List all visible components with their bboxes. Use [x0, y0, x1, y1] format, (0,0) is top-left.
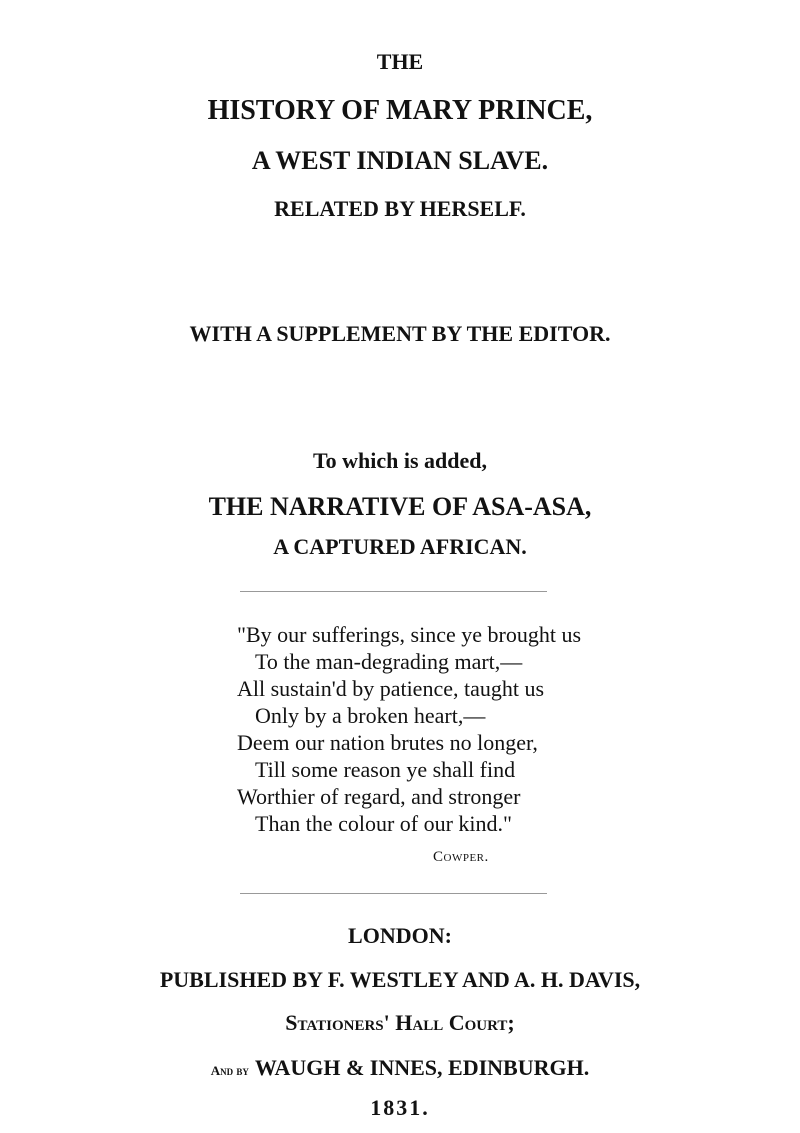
- addition-intro: To which is added,: [312, 448, 488, 473]
- imprint-publisher: PUBLISHED BY F. WESTLEY AND A. H. DAVIS,: [159, 967, 641, 992]
- addition-subtitle: A CAPTURED AFRICAN.: [273, 534, 527, 559]
- imprint-address: Stationers' Hall Court;: [285, 1010, 515, 1035]
- imprint-year: 1831.: [370, 1095, 430, 1120]
- imprint-city: LONDON:: [348, 923, 452, 948]
- epigraph-attribution: Cowper.: [433, 849, 489, 865]
- main-title: HISTORY OF MARY PRINCE,: [207, 95, 593, 126]
- epigraph-line: All sustain'd by patience, taught us: [237, 676, 545, 701]
- related-by-line: RELATED BY HERSELF.: [274, 196, 526, 221]
- subtitle: A WEST INDIAN SLAVE.: [251, 146, 549, 175]
- secondary-publisher: WAUGH & INNES, EDINBURGH.: [254, 1055, 590, 1080]
- divider-bottom: [240, 893, 547, 894]
- and-by-label: And by: [210, 1063, 249, 1078]
- epigraph-poem: [237, 621, 581, 837]
- addition-title: THE NARRATIVE OF ASA-ASA,: [208, 492, 592, 521]
- epigraph-line: "By our sufferings, since ye brought us: [237, 622, 582, 647]
- imprint-secondary-publisher-line: [0, 1057, 800, 1082]
- epigraph-line: To the man-degrading mart,—: [255, 649, 523, 674]
- epigraph-line: Only by a broken heart,—: [255, 703, 486, 728]
- epigraph-line: Worthier of regard, and stronger: [237, 784, 521, 809]
- supplement-line: WITH A SUPPLEMENT BY THE EDITOR.: [189, 321, 611, 346]
- series-title: THE: [376, 49, 424, 74]
- epigraph-line: Than the colour of our kind.": [255, 811, 513, 836]
- divider-top: [240, 591, 547, 592]
- epigraph-line: Till some reason ye shall find: [255, 757, 516, 782]
- epigraph-line: Deem our nation brutes no longer,: [237, 730, 538, 755]
